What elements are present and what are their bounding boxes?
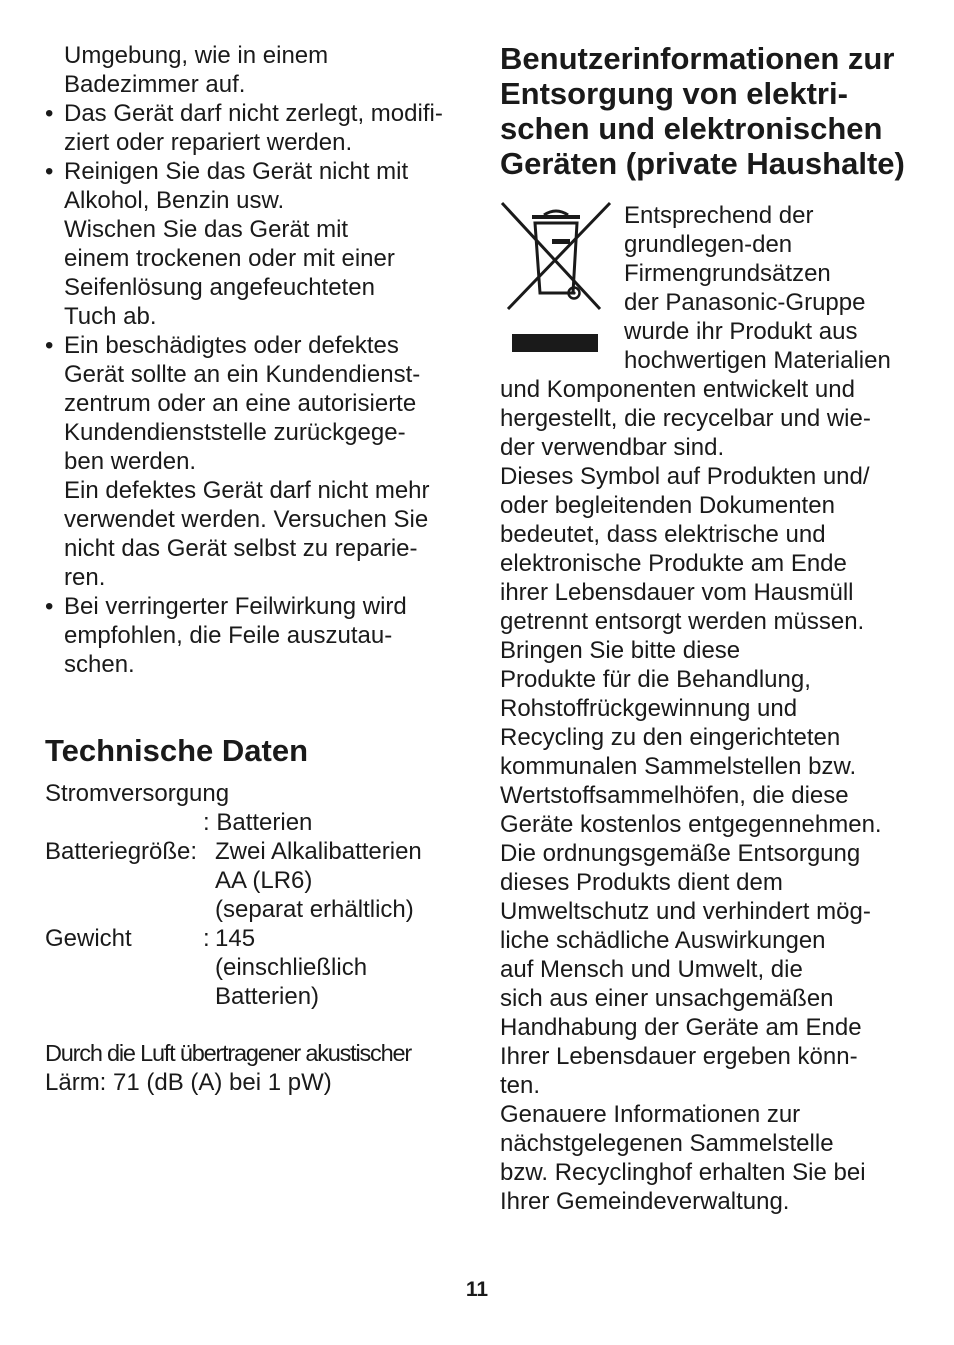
text-line: Recycling zu den eingerichteten (500, 724, 841, 751)
spec-label-weight: Gewicht (45, 925, 132, 952)
text-line: Das Gerät darf nicht zerlegt, modifi- (64, 100, 443, 127)
spec-value-weight (215, 924, 465, 1011)
text-line: Lärm: 71 (dB (A) bei 1 pW) (45, 1069, 332, 1096)
weee-symbol-block (500, 201, 920, 375)
text-line: nächstgelegenen Sammelstelle (500, 1130, 834, 1157)
text-line: oder begleitenden Dokumenten (500, 492, 835, 519)
text-line: Produkte für die Behandlung, (500, 666, 811, 693)
spec-label-power: Stromversorgung (45, 780, 230, 807)
spec-table (45, 779, 465, 1011)
text-line: Seifenlösung angefeuchteten (64, 274, 375, 301)
intro-text (45, 41, 465, 99)
text-line: Handhabung der Geräte am Ende (500, 1014, 862, 1041)
bullet-marker: • (45, 332, 54, 359)
text-line: der Panasonic-Gruppe (624, 289, 866, 316)
text-line: Ihrer Lebensdauer ergeben könn- (500, 1043, 858, 1070)
text-line: ten. (500, 1072, 541, 1099)
text-line: Durch die Luft übertragener akustischer (45, 1040, 411, 1066)
text-line: einem trockenen oder mit einer (64, 245, 395, 272)
list-item (45, 331, 465, 592)
text-line: AA (LR6) (215, 867, 313, 894)
text-line: Badezimmer auf. (64, 71, 246, 98)
text-line: ziert oder repariert werden. (64, 129, 353, 156)
text-line: ren. (64, 564, 106, 591)
text-line: liche schädliche Auswirkungen (500, 927, 826, 954)
text-line: schen. (64, 651, 135, 678)
crossed-out-wheelie-bin-icon (500, 201, 612, 361)
text-line: Rohstoffrückgewinnung und (500, 695, 798, 722)
text-line: Zwei Alkalibatterien (215, 838, 422, 865)
technical-data-heading: Technische Daten (45, 733, 309, 768)
heading-line: Benutzerinformationen zur (500, 41, 895, 76)
text-line: Bei verringerter Feilwirkung wird (64, 593, 407, 620)
bullet-marker: • (45, 158, 54, 185)
text-line: hergestellt, die recycelbar und wie- (500, 405, 871, 432)
text-line: Ein defektes Gerät darf nicht mehr (64, 477, 430, 504)
spec-separator: : (203, 925, 210, 952)
list-item (45, 99, 465, 157)
text-line: wurde ihr Produkt aus (624, 318, 858, 345)
text-line: Umgebung, wie in einem (64, 42, 329, 69)
text-line: bzw. Recyclinghof erhalten Sie bei (500, 1159, 866, 1186)
heading-line: Geräten (private Haushalte) (500, 146, 905, 181)
text-line: Reinigen Sie das Gerät nicht mit (64, 158, 409, 185)
text-line: Ein beschädigtes oder defektes (64, 332, 399, 359)
disposal-heading (500, 41, 920, 181)
right-column (500, 41, 920, 1216)
text-line: der verwendbar sind. (500, 434, 725, 461)
text-line: Firmengrundsätzen (624, 260, 831, 287)
text-line: Umweltschutz und verhindert mög- (500, 898, 871, 925)
text-line: hochwertigen Materialien (624, 347, 891, 374)
text-line: (einschließlich (215, 954, 368, 981)
bullet-marker: • (45, 100, 54, 127)
text-line: ihrer Lebensdauer vom Hausmüll (500, 579, 854, 606)
text-line: nicht das Gerät selbst zu reparie- (64, 535, 418, 562)
spec-label-battery: Batteriegröße: (45, 838, 198, 865)
text-line: empfohlen, die Feile auszutau- (64, 622, 393, 649)
text-line: Gerät sollte an ein Kundendienst- (64, 361, 421, 388)
text-line: und Komponenten entwickelt und (500, 376, 855, 403)
text-line: Batterien) (215, 983, 320, 1010)
page-number: 11 (465, 1278, 489, 1301)
spec-row-power (45, 808, 465, 837)
text-line: getrennt entsorgt werden müssen. (500, 608, 865, 635)
text-line: Ihrer Gemeindeverwaltung. (500, 1188, 790, 1215)
text-line: Die ordnungsgemäße Entsorgung (500, 840, 861, 867)
text-line: sich aus einer unsachgemäßen (500, 985, 834, 1012)
text-line: Wertstoffsammelhöfen, die diese (500, 782, 849, 809)
text-line: Wischen Sie das Gerät mit (64, 216, 349, 243)
text-line: Kundendienststelle zurückgege- (64, 419, 406, 446)
text-line: elektronische Produkte am Ende (500, 550, 847, 577)
text-line: Tuch ab. (64, 303, 157, 330)
text-line: Genauere Informationen zur (500, 1101, 801, 1128)
text-line: auf Mensch und Umwelt, die (500, 956, 803, 983)
text-line: bedeutet, dass elektrische und (500, 521, 826, 548)
heading-line: schen und elektronischen (500, 111, 883, 146)
spec-row-weight (45, 924, 465, 1011)
list-item (45, 592, 465, 679)
text-line: Alkohol, Benzin usw. (64, 187, 285, 214)
safety-bullet-list (45, 99, 465, 679)
spec-value-battery (215, 837, 465, 924)
spec-row-battery (45, 837, 465, 924)
symbol-adjacent-text (624, 201, 924, 375)
text-line: ben werden. (64, 448, 197, 475)
text-line: grundlegen-den (624, 231, 793, 258)
text-line: verwendet werden. Versuchen Sie (64, 506, 429, 533)
text-line: kommunalen Sammelstellen bzw. (500, 753, 857, 780)
text-line: 145 (215, 925, 256, 952)
text-line: zentrum oder an eine autorisierte (64, 390, 417, 417)
disposal-body-text (500, 375, 920, 1216)
text-line: Entsprechend der (624, 202, 814, 229)
heading-line: Entsorgung von elektri- (500, 76, 848, 111)
text-line: Dieses Symbol auf Produkten und/ (500, 463, 870, 490)
text-line: Bringen Sie bitte diese (500, 637, 741, 664)
text-line: (separat erhältlich) (215, 896, 414, 923)
left-column (45, 41, 465, 1097)
noise-emission-note (45, 1039, 465, 1097)
text-line: Geräte kostenlos entgegennehmen. (500, 811, 882, 838)
spec-value-power: : Batterien (203, 809, 313, 836)
list-item (45, 157, 465, 331)
bullet-marker: • (45, 593, 54, 620)
text-line: dieses Produkts dient dem (500, 869, 783, 896)
